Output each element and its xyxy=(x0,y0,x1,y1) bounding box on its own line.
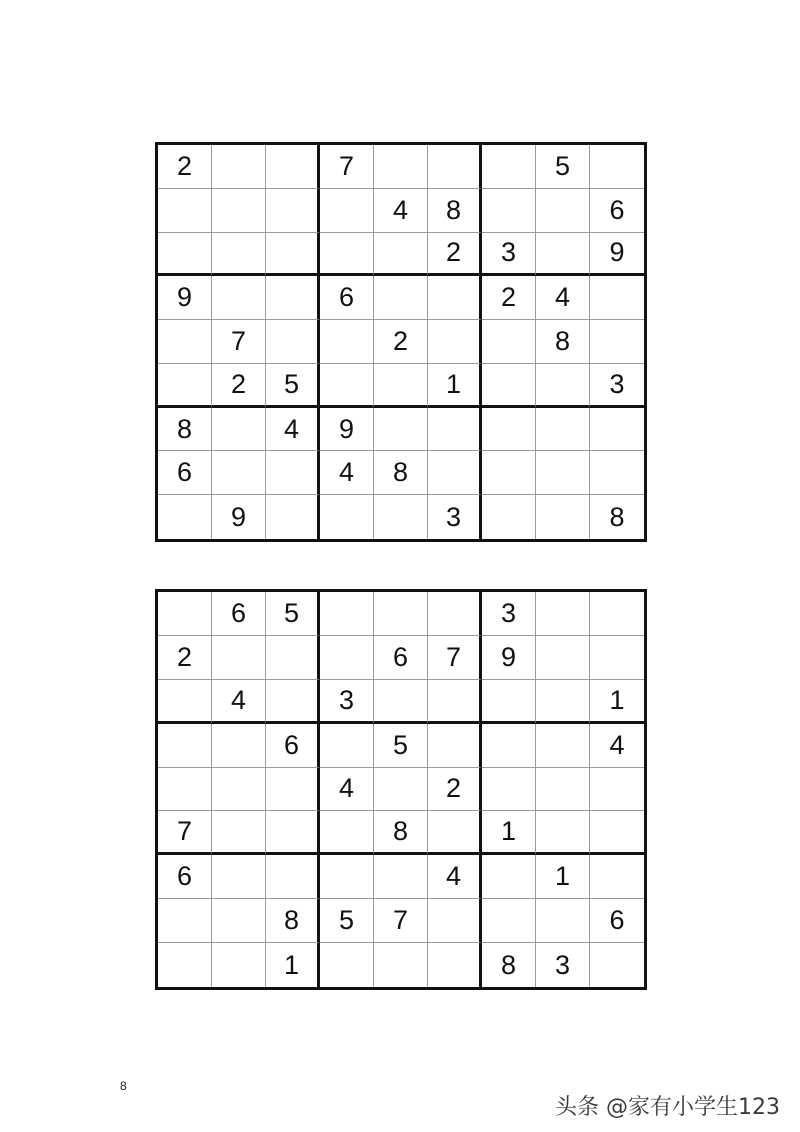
sudoku-cell: 8 xyxy=(158,408,212,452)
sudoku-cell xyxy=(482,320,536,364)
sudoku-cell: 6 xyxy=(590,189,644,233)
sudoku-cell xyxy=(590,768,644,812)
sudoku-cell: 6 xyxy=(320,276,374,320)
sudoku-cell xyxy=(266,495,320,539)
sudoku-cell xyxy=(212,451,266,495)
sudoku-cell xyxy=(266,451,320,495)
sudoku-cell xyxy=(482,724,536,768)
sudoku-cell xyxy=(590,451,644,495)
sudoku-cell: 2 xyxy=(374,320,428,364)
sudoku-cell xyxy=(158,768,212,812)
sudoku-cell xyxy=(374,408,428,452)
sudoku-cell: 3 xyxy=(590,364,644,408)
sudoku-cell xyxy=(428,320,482,364)
sudoku-cell xyxy=(266,636,320,680)
sudoku-cell xyxy=(536,451,590,495)
sudoku-cell xyxy=(428,408,482,452)
sudoku-cell: 8 xyxy=(428,189,482,233)
sudoku-cell: 8 xyxy=(266,899,320,943)
sudoku-cell: 2 xyxy=(212,364,266,408)
sudoku-grid-2 xyxy=(155,589,647,990)
sudoku-cell xyxy=(158,320,212,364)
sudoku-cell xyxy=(374,768,428,812)
sudoku-cell: 3 xyxy=(320,680,374,724)
sudoku-cell xyxy=(374,145,428,189)
sudoku-cell: 5 xyxy=(536,145,590,189)
sudoku-cell xyxy=(590,636,644,680)
sudoku-cell: 1 xyxy=(590,680,644,724)
sudoku-cell xyxy=(482,145,536,189)
sudoku-cell xyxy=(266,680,320,724)
sudoku-cell: 1 xyxy=(536,855,590,899)
sudoku-cell xyxy=(320,495,374,539)
sudoku-cell: 6 xyxy=(266,724,320,768)
sudoku-cell xyxy=(536,680,590,724)
sudoku-cell: 3 xyxy=(482,233,536,277)
sudoku-cell xyxy=(428,145,482,189)
sudoku-cell xyxy=(590,855,644,899)
sudoku-cell: 9 xyxy=(158,276,212,320)
sudoku-cell xyxy=(266,811,320,855)
sudoku-cell: 8 xyxy=(374,811,428,855)
sudoku-cell: 1 xyxy=(266,943,320,987)
sudoku-cell: 2 xyxy=(158,145,212,189)
sudoku-cell xyxy=(428,680,482,724)
sudoku-cell xyxy=(482,451,536,495)
sudoku-cell: 8 xyxy=(482,943,536,987)
sudoku-cell xyxy=(482,364,536,408)
watermark: 头条 @家有小学生123 xyxy=(555,1095,780,1120)
sudoku-cell xyxy=(428,276,482,320)
sudoku-cell xyxy=(374,276,428,320)
sudoku-cell xyxy=(590,320,644,364)
sudoku-cell: 6 xyxy=(158,855,212,899)
sudoku-cell xyxy=(590,408,644,452)
sudoku-cell xyxy=(536,811,590,855)
sudoku-cell xyxy=(212,943,266,987)
sudoku-cell xyxy=(374,233,428,277)
sudoku-cell xyxy=(212,899,266,943)
sudoku-cell: 9 xyxy=(212,495,266,539)
sudoku-cell xyxy=(428,724,482,768)
sudoku-cell: 3 xyxy=(536,943,590,987)
sudoku-cell xyxy=(158,724,212,768)
sudoku-cell xyxy=(428,899,482,943)
sudoku-cell xyxy=(374,855,428,899)
sudoku-cell xyxy=(590,276,644,320)
sudoku-cell xyxy=(536,592,590,636)
sudoku-cell xyxy=(374,943,428,987)
sudoku-cell xyxy=(320,189,374,233)
sudoku-cell: 7 xyxy=(374,899,428,943)
sudoku-cell xyxy=(320,233,374,277)
sudoku-cell xyxy=(158,233,212,277)
sudoku-cell xyxy=(482,495,536,539)
sudoku-cell xyxy=(374,592,428,636)
sudoku-cell xyxy=(212,233,266,277)
sudoku-cell xyxy=(590,943,644,987)
sudoku-cell xyxy=(158,943,212,987)
sudoku-cell: 4 xyxy=(536,276,590,320)
sudoku-cell: 9 xyxy=(590,233,644,277)
sudoku-cell xyxy=(266,233,320,277)
sudoku-cell: 4 xyxy=(428,855,482,899)
sudoku-cell xyxy=(590,811,644,855)
sudoku-cell: 5 xyxy=(266,364,320,408)
sudoku-cell xyxy=(158,189,212,233)
sudoku-cell: 4 xyxy=(320,451,374,495)
sudoku-cell xyxy=(374,495,428,539)
sudoku-cell xyxy=(212,145,266,189)
sudoku-cell xyxy=(536,364,590,408)
sudoku-cell: 8 xyxy=(609,501,625,532)
sudoku-cell xyxy=(482,680,536,724)
sudoku-cell xyxy=(320,943,374,987)
sudoku-cell xyxy=(212,811,266,855)
sudoku-cell: 7 xyxy=(212,320,266,364)
sudoku-cell xyxy=(536,233,590,277)
sudoku-cell: 4 xyxy=(590,724,644,768)
sudoku-cell xyxy=(536,768,590,812)
sudoku-cell xyxy=(158,495,212,539)
sudoku-cell: 1 xyxy=(428,364,482,408)
sudoku-cell xyxy=(266,320,320,364)
sudoku-cell: 7 xyxy=(428,636,482,680)
sudoku-cell xyxy=(212,636,266,680)
sudoku-cell xyxy=(266,768,320,812)
sudoku-cell: 6 xyxy=(212,592,266,636)
sudoku-cell: 2 xyxy=(428,768,482,812)
sudoku-cell xyxy=(590,145,644,189)
sudoku-cell: 5 xyxy=(374,724,428,768)
sudoku-cell: 3 xyxy=(482,592,536,636)
sudoku-cell xyxy=(320,320,374,364)
sudoku-cell xyxy=(212,724,266,768)
sudoku-cell xyxy=(266,276,320,320)
sudoku-cell xyxy=(158,592,212,636)
sudoku-cell: 3 xyxy=(428,495,482,539)
sudoku-cell xyxy=(428,592,482,636)
sudoku-cell xyxy=(320,592,374,636)
sudoku-cell: 9 xyxy=(482,636,536,680)
sudoku-cell: 2 xyxy=(428,233,482,277)
sudoku-cell: 2 xyxy=(158,636,212,680)
sudoku-cell: 4 xyxy=(320,768,374,812)
sudoku-cell xyxy=(536,636,590,680)
sudoku-cell: 7 xyxy=(320,145,374,189)
sudoku-cell: 8 xyxy=(374,451,428,495)
sudoku-cell: 4 xyxy=(374,189,428,233)
sudoku-cell xyxy=(212,276,266,320)
page-number: 8 xyxy=(120,1079,127,1093)
sudoku-cell xyxy=(212,855,266,899)
sudoku-cell xyxy=(536,495,590,539)
sudoku-cell: 6 xyxy=(590,899,644,943)
sudoku-cell: 9 xyxy=(320,408,374,452)
sudoku-cell: 5 xyxy=(266,592,320,636)
sudoku-cell xyxy=(428,811,482,855)
sudoku-cell xyxy=(320,811,374,855)
sudoku-cell xyxy=(536,408,590,452)
sudoku-cell xyxy=(320,636,374,680)
sudoku-cell xyxy=(428,451,482,495)
sudoku-cell xyxy=(320,364,374,408)
sudoku-cell xyxy=(482,768,536,812)
sudoku-cell: 4 xyxy=(212,680,266,724)
sudoku-cell xyxy=(374,680,428,724)
sudoku-cell: 6 xyxy=(158,451,212,495)
sudoku-cell xyxy=(536,899,590,943)
sudoku-grid-1 xyxy=(155,142,647,542)
sudoku-cell: 2 xyxy=(482,276,536,320)
sudoku-cell xyxy=(482,408,536,452)
sudoku-cell xyxy=(374,364,428,408)
sudoku-cell xyxy=(266,145,320,189)
sudoku-cell xyxy=(482,899,536,943)
sudoku-cell xyxy=(536,189,590,233)
sudoku-cell xyxy=(266,855,320,899)
sudoku-cell xyxy=(320,724,374,768)
sudoku-cell xyxy=(428,943,482,987)
sudoku-cell: 5 xyxy=(320,899,374,943)
sudoku-cell xyxy=(212,189,266,233)
sudoku-cell xyxy=(212,768,266,812)
sudoku-cell xyxy=(266,189,320,233)
sudoku-cell xyxy=(482,855,536,899)
sudoku-cell xyxy=(212,408,266,452)
sudoku-cell xyxy=(158,680,212,724)
sudoku-cell: 4 xyxy=(266,408,320,452)
sudoku-cell: 1 xyxy=(482,811,536,855)
sudoku-cell: 8 xyxy=(536,320,590,364)
sudoku-cell xyxy=(536,724,590,768)
sudoku-cell xyxy=(158,899,212,943)
sudoku-cell: 7 xyxy=(158,811,212,855)
sudoku-cell xyxy=(482,189,536,233)
sudoku-cell xyxy=(158,364,212,408)
sudoku-cell xyxy=(590,592,644,636)
sudoku-cell: 6 xyxy=(374,636,428,680)
sudoku-cell xyxy=(320,855,374,899)
